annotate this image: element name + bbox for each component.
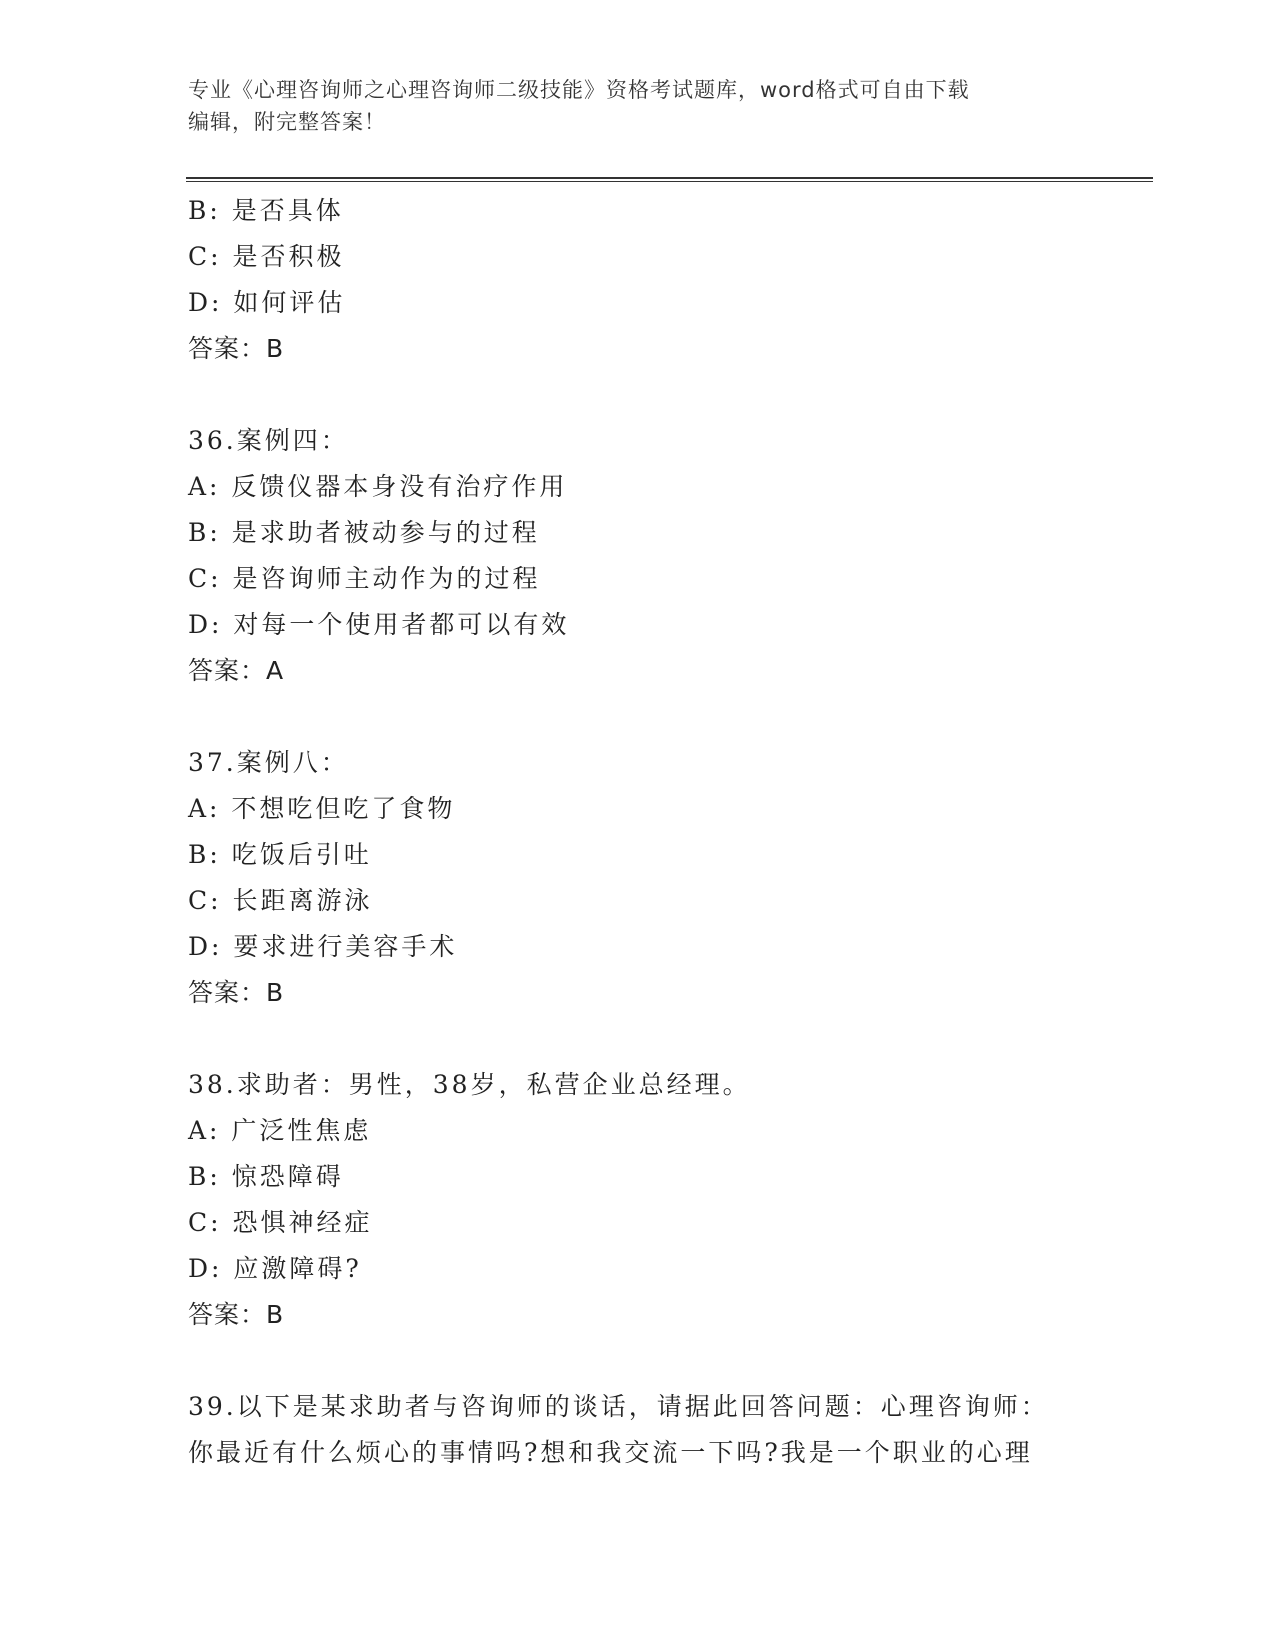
answer: 答案：A: [188, 656, 285, 685]
option-d: D: 应激障碍?: [188, 1254, 362, 1283]
question-35-tail: [188, 188, 1088, 372]
answer: 答案：B: [188, 978, 285, 1007]
question-39: [188, 1384, 1088, 1476]
option-a: A: 广泛性焦虑: [188, 1116, 372, 1145]
document-header: [188, 74, 1068, 138]
option-d: D: 对每一个使用者都可以有效: [188, 610, 570, 639]
question-stem-line-2: 你最近有什么烦心的事情吗?想和我交流一下吗?我是一个职业的心理: [188, 1438, 1033, 1467]
question-37: [188, 740, 1088, 1016]
question-38: [188, 1062, 1088, 1338]
header-line-1: 专业《心理咨询师之心理咨询师二级技能》资格考试题库，word格式可自由下载: [188, 78, 970, 102]
option-b: B: 吃饭后引吐: [188, 840, 372, 869]
spacer: [188, 372, 1088, 418]
header-rule-thick: [186, 177, 1153, 179]
option-d: D: 要求进行美容手术: [188, 932, 458, 961]
question-stem: 36.案例四：: [188, 426, 349, 455]
answer: 答案：B: [188, 1300, 285, 1329]
header-rule-thin: [186, 181, 1153, 182]
option-b: B: 是求助者被动参与的过程: [188, 518, 540, 547]
option-a: A: 反馈仪器本身没有治疗作用: [188, 472, 568, 501]
spacer: [188, 1338, 1088, 1384]
question-stem: 37.案例八：: [188, 748, 349, 777]
option-d: D: 如何评估: [188, 288, 346, 317]
question-stem: 38.求助者：男性，38岁，私营企业总经理。: [188, 1070, 751, 1099]
option-c: C: 是否积极: [188, 242, 345, 271]
spacer: [188, 694, 1088, 740]
spacer: [188, 1016, 1088, 1062]
option-c: C: 恐惧神经症: [188, 1208, 373, 1237]
option-b: B: 是否具体: [188, 196, 344, 225]
header-line-2: 编辑，附完整答案！: [188, 110, 386, 134]
option-c: C: 是咨询师主动作为的过程: [188, 564, 541, 593]
answer: 答案：B: [188, 334, 285, 363]
option-a: A: 不想吃但吃了食物: [188, 794, 456, 823]
option-b: B: 惊恐障碍: [188, 1162, 344, 1191]
question-list: [188, 188, 1088, 1476]
question-stem-line-1: 39.以下是某求助者与咨询师的谈话，请据此回答问题：心理咨询师：: [188, 1392, 1049, 1421]
option-c: C: 长距离游泳: [188, 886, 373, 915]
question-36: [188, 418, 1088, 694]
